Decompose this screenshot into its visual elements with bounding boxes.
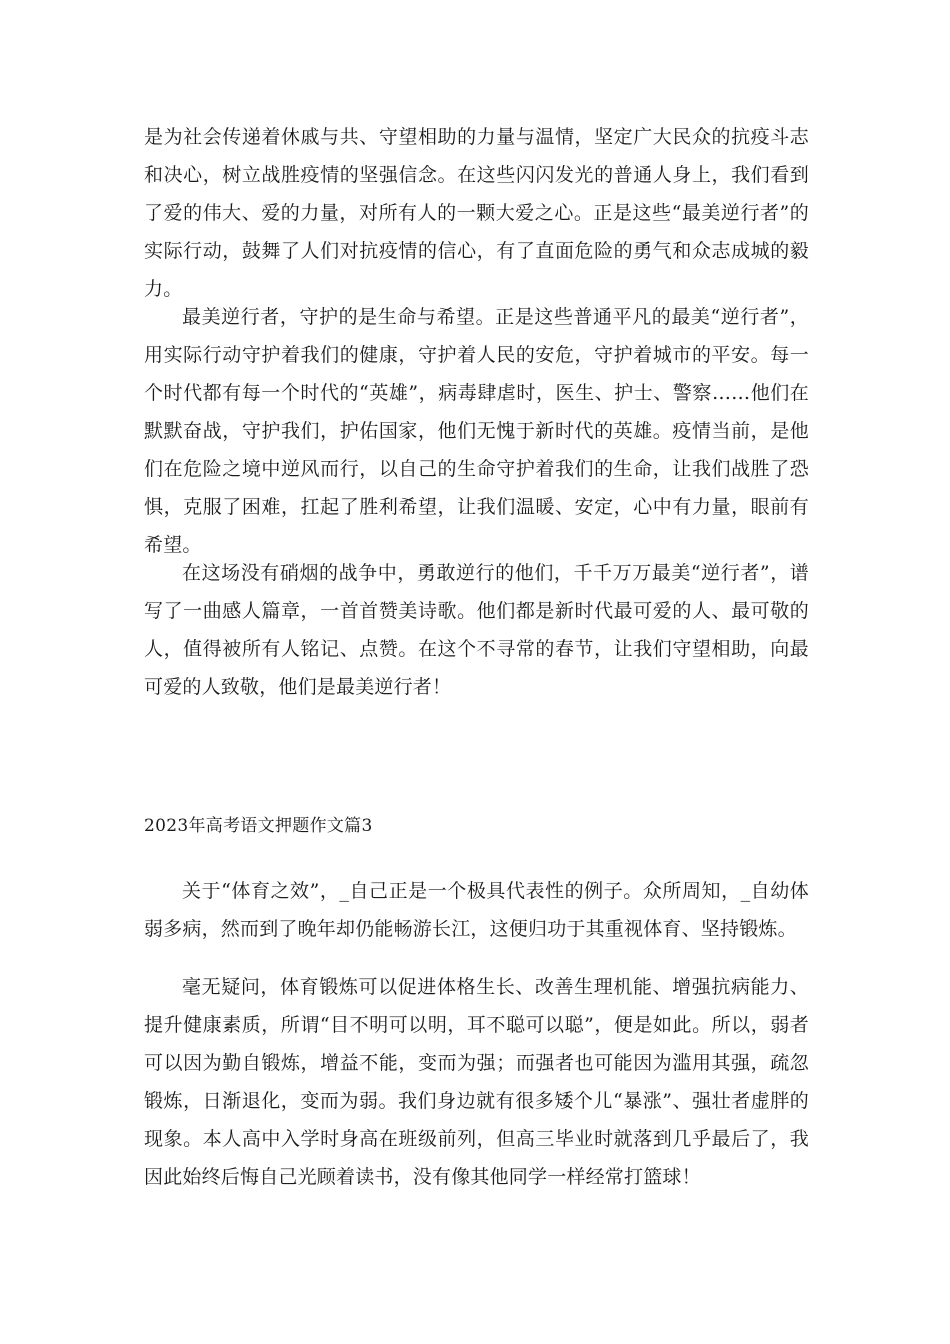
body-paragraph: 毫无疑问，体育锻炼可以促进体格生长、改善生理机能、增强抗病能力、提升健康素质，所谓“目不明可以明，耳不聪可以聪”，便是如此。所以，弱者可以因为勤自锻炼，增益不能，变而为强；而强者也可能因为滥用其强，疏忽锻炼，日渐退化，变而为弱。我们身边就有很多矮个儿“暴涨”、强壮者虚胖的现象。本人高中入学时身高在班级前列，但高三毕业时就落到几乎最后了，我因此始终后悔自己光顾着读书，没有像其他同学一样经常打篮球！ [144,976,809,1188]
section-heading: 2023年高考语文押题作文篇3 [144,816,373,836]
body-paragraph: 最美逆行者，守护的是生命与希望。正是这些普通平凡的最美“逆行者”，用实际行动守护着我们的健康，守护着人民的安危，守护着城市的平安。每一个时代都有每一个时代的“英雄”，病毒肆虐时，医生、护士、警察……他们在默默奋战，守护我们，护佑国家，他们无愧于新时代的英雄。疫情当前，是他们在危险之境中逆风而行，以自己的生命守护着我们的生命，让我们战胜了恐惧，克服了困难，扛起了胜利希望，让我们温暖、安定，心中有力量，眼前有希望。 [144,306,809,556]
body-paragraph: 是为社会传递着休戚与共、守望相助的力量与温情，坚定广大民众的抗疫斗志和决心，树立战胜疫情的坚强信念。在这些闪闪发光的普通人身上，我们看到了爱的伟大、爱的力量，对所有人的一颗大爱之心。正是这些“最美逆行者”的实际行动，鼓舞了人们对抗疫情的信心，有了直面危险的勇气和众志成城的毅力。 [144,126,809,300]
body-paragraph: 关于“体育之效”，_自己正是一个极具代表性的例子。众所周知，_自幼体弱多病，然而到了晚年却仍能畅游长江，这便归功于其重视体育、坚持锻炼。 [144,880,809,940]
body-paragraph: 在这场没有硝烟的战争中，勇敢逆行的他们，千千万万最美“逆行者”，谱写了一曲感人篇章，一首首赞美诗歌。他们都是新时代最可爱的人、最可敬的人，值得被所有人铭记、点赞。在这个不寻常的春节，让我们守望相助，向最可爱的人致敬，他们是最美逆行者！ [144,562,809,698]
